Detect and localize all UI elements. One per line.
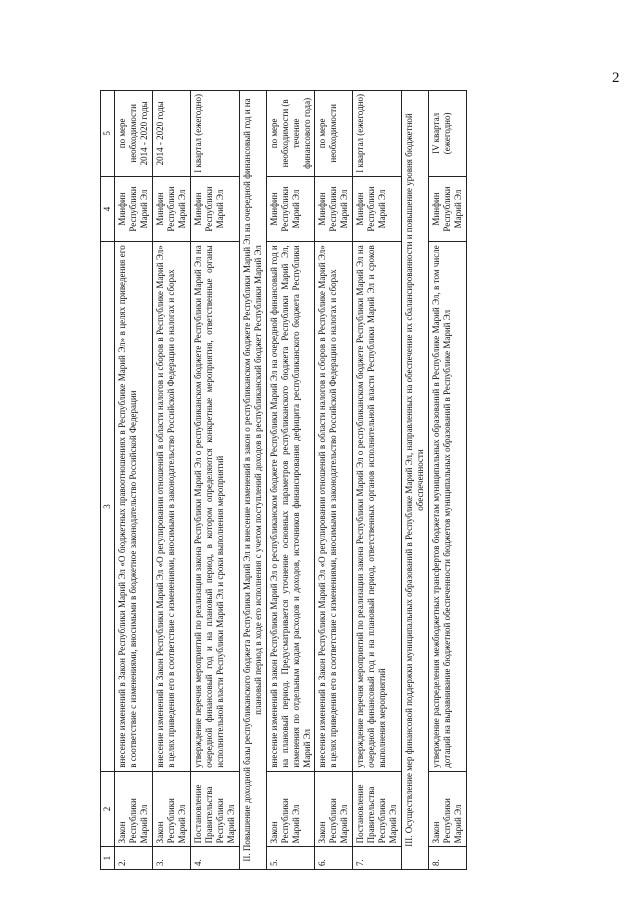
header-cell: 3 bbox=[101, 242, 115, 771]
row-number: 3. bbox=[152, 847, 190, 870]
section-heading: III. Осуществление мер финансовой поддержки муниципальных образований в Республике Марий Эл, направленных на обеспечение их сбалансированности и повышение уровня бюджетной обеспеченности bbox=[402, 91, 429, 870]
row-number: 2. bbox=[114, 847, 152, 870]
row-number: 4. bbox=[190, 847, 239, 870]
deadline: по мере необходимости (в течение финансового года) bbox=[266, 91, 315, 177]
table-row bbox=[429, 91, 467, 870]
responsible-body: Минфин Республики Марий Эл bbox=[152, 176, 190, 242]
responsible-body: Минфин Республики Марий Эл bbox=[266, 176, 315, 242]
section-row bbox=[239, 91, 266, 870]
plan-table bbox=[100, 90, 467, 870]
table-row bbox=[315, 91, 353, 870]
measure-description: утверждение перечня мероприятий по реализации закона Республики Марий Эл о республиканском бюджете Республики Марий Эл на очередной финансовый год и на плановый период, в котором определяются конкретные мероприятия, ответственные органы исполнительной власти Республики Марий Эл и сроки выполнения мероприятий bbox=[190, 242, 239, 771]
row-number: 7. bbox=[353, 847, 402, 870]
measure-description: внесение изменений в закон Республики Марий Эл о республиканском бюджете Республики Марий Эл на очередной финансовый год и на плановый период. Предусматривается уточнение основных параметров республиканского бюджета Республики Марий Эл, изменения по отдельным кодам расходов и доходов, источников финансирования дефицита республиканского бюджета Республики Марий Эл bbox=[266, 242, 315, 771]
table-header-row bbox=[101, 91, 115, 870]
header-cell: 2 bbox=[101, 771, 115, 847]
header-cell: 5 bbox=[101, 91, 115, 177]
document-type: Постановление Правительства Республики Марий Эл bbox=[353, 771, 402, 847]
row-number: 8. bbox=[429, 847, 467, 870]
row-number: 6. bbox=[315, 847, 353, 870]
responsible-body: Минфин Республики Марий Эл bbox=[315, 176, 353, 242]
deadline: по мере необходимости 2014 - 2020 годы bbox=[114, 91, 152, 177]
table-row bbox=[114, 91, 152, 870]
measure-description: утверждение перечня мероприятий по реализации закона Республики Марий Эл о республиканском бюджете Республики Марий Эл на очередной финансовый год и на плановый период, ответственных органов исполнительной власти Республики Марий Эл и сроков выполнения мероприятий bbox=[353, 242, 402, 771]
responsible-body: Минфин Республики Марий Эл bbox=[190, 176, 239, 242]
page-number: 2 bbox=[612, 70, 620, 86]
table-row bbox=[266, 91, 315, 870]
rotated-table-container bbox=[100, 90, 540, 870]
measure-description: внесение изменений в Закон Республики Марий Эл «О бюджетных правоотношениях в Республике Марий Эл» в целях приведения его в соответствие с изменениями, вносимыми в бюджетное законодательство Российской Федерации bbox=[114, 242, 152, 771]
deadline: I квартал (ежегодно) bbox=[353, 91, 402, 177]
measure-description: внесение изменений в Закон Республики Марий Эл «О регулировании отношений в области налогов и сборов в Республике Марий Эл» в целях приведения его в соответствие с изменениями, вносимыми в законодательство Российской Федерации о налогах и сборах bbox=[152, 242, 190, 771]
measure-description: утверждение распределения межбюджетных трансфертов бюджетам муниципальных образований в Республике Марий Эл, в том числе дотаций на выравнивание бюджетной обеспеченности бюджетов муниципальных образований в Республике Марий Эл bbox=[429, 242, 467, 771]
table-row bbox=[152, 91, 190, 870]
header-cell: 1 bbox=[101, 847, 115, 870]
row-number: 5. bbox=[266, 847, 315, 870]
header-cell: 4 bbox=[101, 176, 115, 242]
responsible-body: Минфин Республики Марий Эл bbox=[429, 176, 467, 242]
section-row bbox=[402, 91, 429, 870]
document-type: Закон Республики Марий Эл bbox=[152, 771, 190, 847]
deadline: IV квартал (ежегодно) bbox=[429, 91, 467, 177]
responsible-body: Минфин Республики Марий Эл bbox=[353, 176, 402, 242]
deadline: I квартал (ежегодно) bbox=[190, 91, 239, 177]
document-type: Закон Республики Марий Эл bbox=[114, 771, 152, 847]
measure-description: внесение изменений в Закон Республики Марий Эл «О регулировании отношений в области налогов и сборов в Республике Марий Эл» в целях приведения его в соответствие с изменениями, вносимыми в законодательство Российской Федерации о налогах и сборах bbox=[315, 242, 353, 771]
section-heading: II. Повышение доходной базы республиканского бюджета Республики Марий Эл и внесение изменений в закон о республиканском бюджете Республики Марий Эл на очередной финансовый год и на плановый период в ходе его исполнения с учетом поступлений доходов в республиканский бюджет Республики Марий Эл bbox=[239, 91, 266, 870]
deadline: 2014 - 2020 годы bbox=[152, 91, 190, 177]
deadline: по мере необходимости bbox=[315, 91, 353, 177]
document-type: Закон Республики Марий Эл bbox=[266, 771, 315, 847]
table-row bbox=[353, 91, 402, 870]
table-row bbox=[190, 91, 239, 870]
document-type: Постановление Правительства Республики Марий Эл bbox=[190, 771, 239, 847]
responsible-body: Минфин Республики Марий Эл bbox=[114, 176, 152, 242]
document-type: Закон Республики Марий Эл bbox=[315, 771, 353, 847]
document-type: Закон Республики Марий Эл bbox=[429, 771, 467, 847]
